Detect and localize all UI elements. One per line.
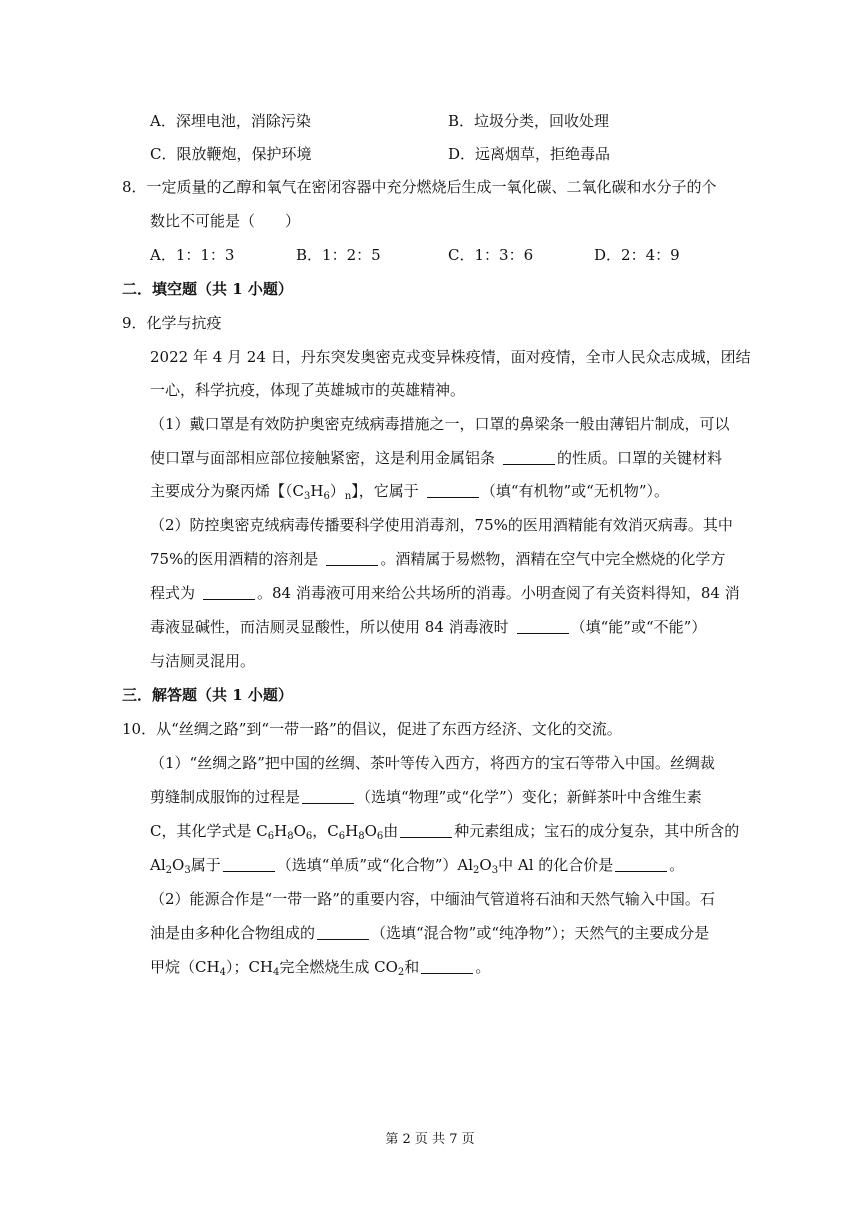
section-title-fill-in: 二．填空题（共 1 小题）: [122, 280, 293, 298]
answer-blank[interactable]: [326, 550, 378, 566]
q8-option-b: B．1：2：5: [296, 246, 381, 264]
answer-blank[interactable]: [427, 482, 479, 498]
q8-stem-line1: 8．一定质量的乙醇和氧气在密闭容器中充分燃烧后生成一氧化碳、二氧化碳和水分子的个: [122, 178, 717, 196]
q9-part2-line2: 75%的医用酒精的溶剂是 。酒精属于易燃物，酒精在空气中完全燃烧的化学方: [150, 550, 726, 568]
q9-part1-line1: （1）戴口罩是有效防护奥密克绒病毒措施之一，口罩的鼻梁条一般由薄铝片制成，可以: [150, 415, 730, 433]
q10-part1-line2: 剪缝制成服饰的过程是 （选填“物理”或“化学”）变化；新鲜茶叶中含维生素: [150, 788, 702, 806]
answer-blank[interactable]: [223, 856, 275, 872]
q8-option-c: C．1：3：6: [448, 246, 534, 264]
q8-option-a: A．1：1：3: [150, 246, 235, 264]
q9-intro-line1: 2022 年 4 月 24 日，丹东突发奥密克戎变异株疫情，面对疫情，全市人民众志成城，团结: [150, 348, 751, 366]
q7-option-a: A．深埋电池，消除污染: [150, 112, 311, 130]
q10-part1-line1: （1）“丝绸之路”把中国的丝绸、茶叶等传入西方，将西方的宝石等带入中国。丝绸裁: [150, 754, 715, 772]
q9-part2-line3: 程式为 。84 消毒液可用来给公共场所的消毒。小明查阅了有关资料得知，84 消: [150, 584, 740, 602]
q9-title: 9．化学与抗疫: [122, 314, 222, 332]
answer-blank[interactable]: [615, 856, 667, 872]
q9-part2-line1: （2）防控奥密克绒病毒传播要科学使用消毒剂，75%的医用酒精能有效消灭病毒。其中: [150, 516, 733, 534]
q8-stem-line2: 数比不可能是（ ）: [150, 212, 301, 230]
answer-blank[interactable]: [302, 788, 354, 804]
answer-blank[interactable]: [400, 822, 452, 838]
q9-part1-line3: 主要成分为聚丙烯【$(C_3H_6)_n$】，它属于 （填“有机物”或“无机物”）。: [150, 482, 669, 502]
q7-option-b: B．垃圾分类，回收处理: [448, 112, 610, 130]
q10-part2-line1: （2）能源合作是“一带一路”的重要内容，中缅油气管道将石油和天然气输入中国。石: [150, 890, 715, 908]
answer-blank[interactable]: [503, 449, 555, 465]
q9-intro-line2: 一心，科学抗疫，体现了英雄城市的英雄精神。: [150, 381, 466, 399]
page-footer: 第 2 页 共 7 页: [385, 1132, 475, 1147]
q10-part1-line4: $Al_2O_3$属于 （选填“单质”或“化合物$”)Al_2O_3$中 Al 的化合价是 。: [150, 856, 685, 876]
q10-title: 10．从“丝绸之路”到“一带一路”的倡议，促进了东西方经济、文化的交流。: [122, 720, 622, 738]
q10-part1-line3: C，其化学式是 $C_6H_8O_6$，$C_6H_8O_6$由 种元素组成；宝石的成分复杂，其中所含的: [150, 822, 740, 842]
q7-option-c: C．限放鞭炮，保护环境: [150, 145, 312, 163]
answer-blank[interactable]: [421, 958, 473, 974]
q9-part1-line2: 使口罩与面部相应部位接触紧密，这是利用金属铝条 的性质。口罩的关键材料: [150, 449, 723, 467]
q8-option-d: D．2：4：9: [594, 246, 680, 264]
q10-part2-line3: 甲烷$(CH_4)$；$CH_4$完全燃烧生成 $CO_2$和 。: [150, 958, 491, 978]
q10-part2-line2: 油是由多种化合物组成的 （选填“混合物”或“纯净物”）；天然气的主要成分是: [150, 924, 710, 942]
answer-blank[interactable]: [317, 924, 369, 940]
q9-part2-line5: 与洁厕灵混用。: [150, 652, 256, 670]
q9-part2-line4: 毒液显碱性，而洁厕灵显酸性，所以使用 84 消毒液时 （填“能”或“不能”）: [150, 618, 707, 636]
answer-blank[interactable]: [517, 618, 569, 634]
section-title-answer: 三．解答题（共 1 小题）: [122, 686, 293, 704]
answer-blank[interactable]: [203, 584, 255, 600]
q7-option-d: D．远离烟草，拒绝毒品: [448, 145, 611, 163]
